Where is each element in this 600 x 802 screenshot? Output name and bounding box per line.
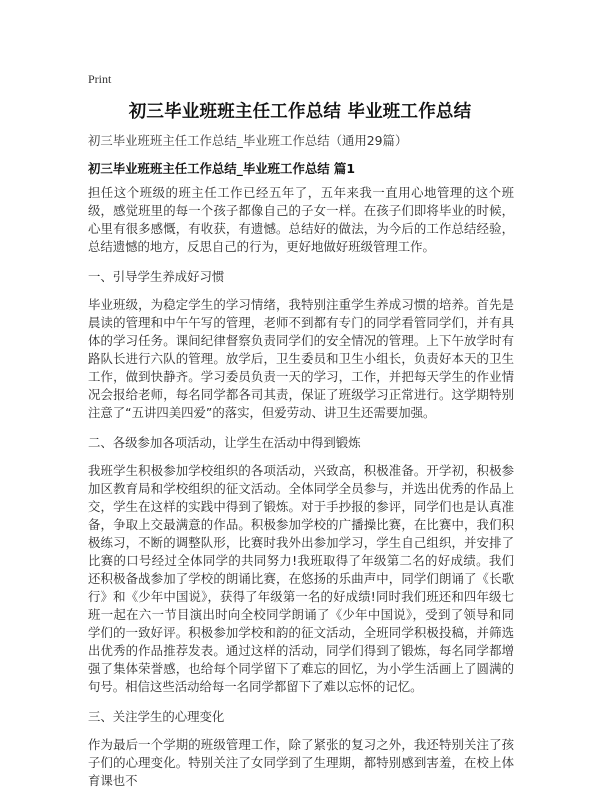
subheading-activities: 二、各级参加各项活动，让学生在活动中得到锻炼: [88, 435, 361, 450]
section-heading: 初三毕业班班主任工作总结_毕业班工作总结 篇1: [88, 161, 355, 176]
print-link[interactable]: Print: [88, 72, 112, 86]
intro-paragraph: 担任这个班级的班主任工作已经五年了，五年来我一直用心地管理的这个班级，感觉班里的每一个孩子都像自己的子女一样。在孩子们即将毕业的时候，心里有很多感慨，有收获，有遗憾。总结好的做法，为今后的工作总结经验，总结遗憾的地方，反思自己的行为，更好地做好班级管理工作。: [88, 185, 514, 254]
subheading-psychology: 三、关注学生的心理变化: [88, 709, 225, 724]
paragraph-activities: 我班学生积极参加学校组织的各项活动，兴致高，积极准备。开学初，积极参加区教育局和学校组织的征文活动。全体同学全员参与，并选出优秀的作品上交，学生在这样的实践中得到了锻炼。对于手抄报的参评，同学们也是认真准备，争取上交最满意的作品。积极参加学校的广播操比赛，在比赛中，我们积极练习，不断的调整队形，比赛时我外出参加学习，学生自己组织，并安排了比赛的口号经过全体同学的共同努力!我班取得了年级第二名的好成绩。我们还积极备战参加了学校的朗诵比赛，在悠扬的乐曲声中，同学们朗诵了《长歌行》和《少年中国说》，获得了年级第一名的好成绩!同时我们班还和四年级七班一起在六一节目演出时向全校同学朗诵了《少年中国说》，受到了领导和同学们的一致好评。积极参加学校和韵的征文活动，全班同学积极投稿，并筛选出优秀的作品推荐发表。通过这样的活动，同学们得到了锻炼，每名同学都增强了集体荣誉感，也给每个同学留下了难忘的回忆，为小学生活画上了圆满的句号。相信这些活动给每一名同学都留下了难以忘怀的记忆。: [88, 463, 514, 694]
paragraph-habits: 毕业班级，为稳定学生的学习情绪，我特别注重学生养成习惯的培养。首先是晨读的管理和中午午写的管理，老师不到都有专门的同学看管同学们，并有具体的学习任务。课间纪律督察负责同学们的安全情况的管理。上下午放学时有路队长进行六队的管理。放学后，卫生委员和卫生小组长，负责好本天的卫生工作，做到快静齐。学习委员负责一天的学习，工作，并把每天学生的作业情况会报给老师，每名同学都各司其责，保证了班级学习正常进行。这学期特别注意了“五讲四美四爱”的落实，但爱劳动、讲卫生还需要加强。: [88, 297, 514, 420]
page-title: 初三毕业班班主任工作总结 毕业班工作总结: [128, 102, 472, 122]
document-body: [88, 132, 514, 802]
document-subtitle: 初三毕业班班主任工作总结_毕业班工作总结（通用29篇）: [88, 133, 408, 148]
subheading-habits: 一、引导学生养成好习惯: [88, 269, 225, 284]
paragraph-psychology: 作为最后一个学期的班级管理工作，除了紧张的复习之外，我还特别关注了孩子们的心理变化。特别关注了女同学到了生理期，都特别感到害羞，在校上体育课也不: [88, 737, 514, 788]
